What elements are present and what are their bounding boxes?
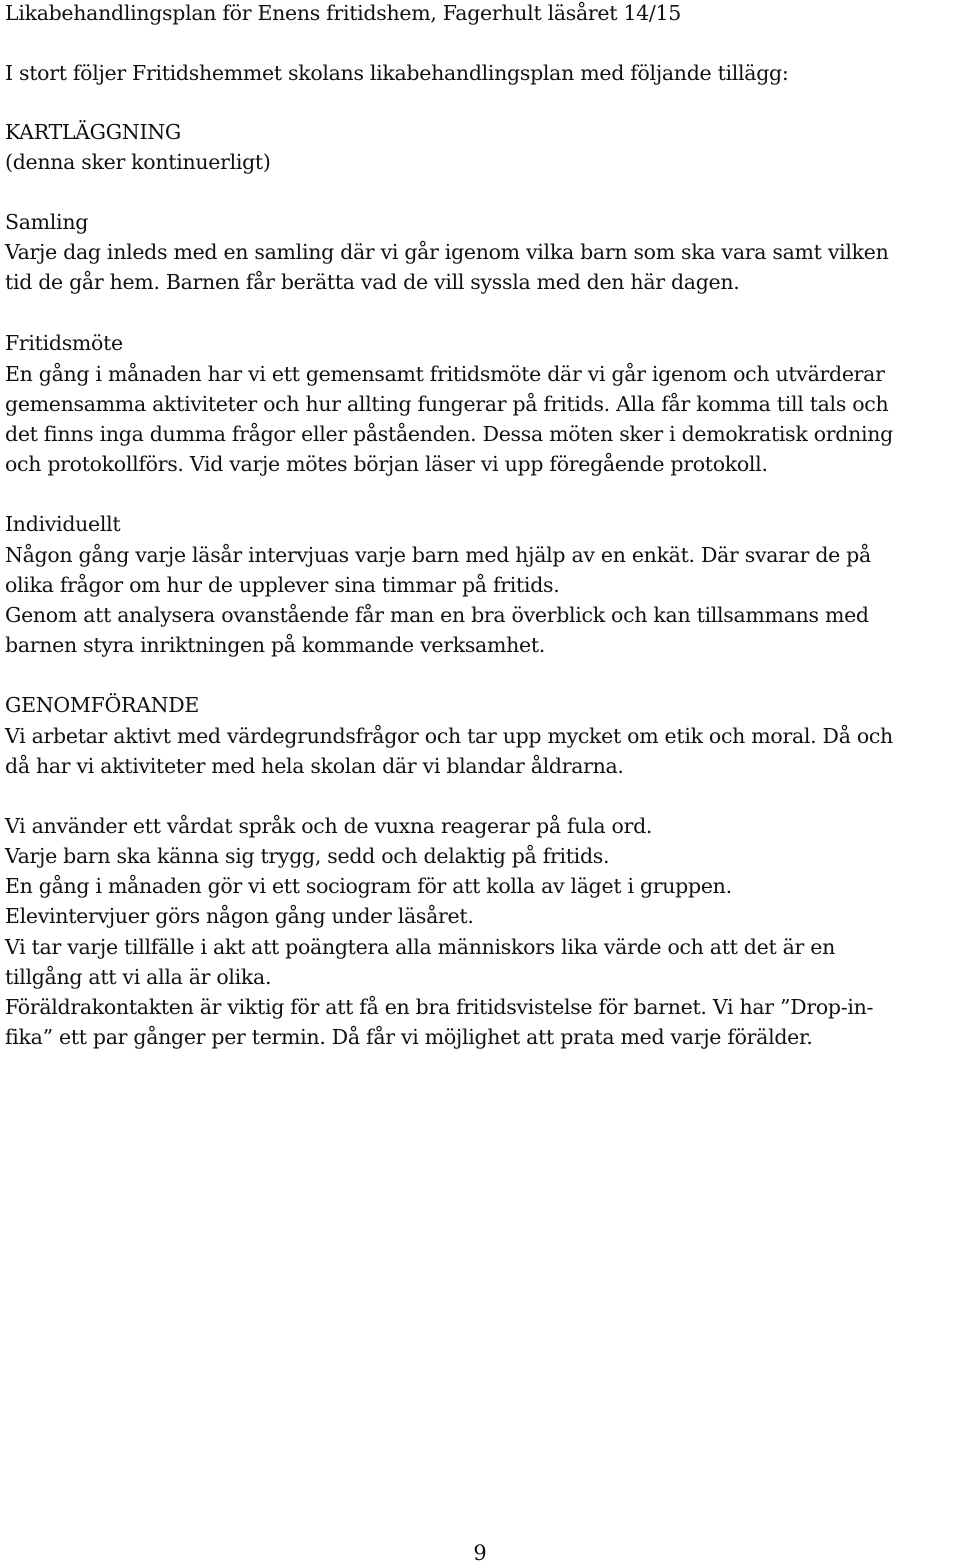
fritidsmote-line: gemensamma aktiviteter och hur allting fungerar på fritids. Alla får komma till tals och xyxy=(5,392,889,416)
fritidsmote-line: En gång i månaden har vi ett gemensamt fritidsmöte där vi går igenom och utvärderar xyxy=(5,362,885,386)
fritidsmote-line: det finns inga dumma frågor eller påståenden. Dessa möten sker i demokratisk ordning xyxy=(5,422,893,446)
individuellt-heading: Individuellt xyxy=(5,512,121,536)
genomforande-line: då har vi aktiviteter med hela skolan där vi blandar åldrarna. xyxy=(5,754,624,778)
document-title: Likabehandlingsplan för Enens fritidshem, Fagerhult läsåret 14/15 xyxy=(5,1,681,25)
samling-heading: Samling xyxy=(5,210,89,234)
individuellt-line: olika frågor om hur de upplever sina timmar på fritids. xyxy=(5,573,560,597)
genomforande-list-item: Vi använder ett vårdat språk och de vuxna reagerar på fula ord. xyxy=(5,814,653,838)
samling-line: Varje dag inleds med en samling där vi går igenom vilka barn som ska vara samt vilken xyxy=(5,240,889,264)
genomforande-list-item: En gång i månaden gör vi ett sociogram för att kolla av läget i gruppen. xyxy=(5,874,732,898)
samling-line: tid de går hem. Barnen får berätta vad de vill syssla med den här dagen. xyxy=(5,270,740,294)
individuellt-line: barnen styra inriktningen på kommande verksamhet. xyxy=(5,633,545,657)
genomforande-heading: GENOMFÖRANDE xyxy=(5,693,200,717)
genomforande-line: Vi arbetar aktivt med värdegrundsfrågor och tar upp mycket om etik och moral. Då och xyxy=(5,724,893,748)
genomforande-list-item: Varje barn ska känna sig trygg, sedd och delaktig på fritids. xyxy=(5,844,610,868)
kartlaggning-note: (denna sker kontinuerligt) xyxy=(5,150,271,174)
genomforande-list-item: fika” ett par gånger per termin. Då får vi möjlighet att prata med varje förälder. xyxy=(5,1025,813,1049)
genomforande-list-item: Föräldrakontakten är viktig för att få en bra fritidsvistelse för barnet. Vi har ”Drop-in- xyxy=(5,995,874,1019)
kartlaggning-heading: KARTLÄGGNING xyxy=(5,120,181,144)
fritidsmote-line: och protokollförs. Vid varje mötes början läser vi upp föregående protokoll. xyxy=(5,452,768,476)
genomforande-list-item: Elevintervjuer görs någon gång under läsåret. xyxy=(5,904,474,928)
page-number: 9 xyxy=(473,1541,487,1565)
genomforande-list-item: Vi tar varje tillfälle i akt att poängtera alla människors lika värde och att det är en xyxy=(5,935,835,959)
fritidsmote-heading: Fritidsmöte xyxy=(5,331,123,355)
intro-text: I stort följer Fritidshemmet skolans likabehandlingsplan med följande tillägg: xyxy=(5,61,789,85)
individuellt-line: Genom att analysera ovanstående får man en bra överblick och kan tillsammans med xyxy=(5,603,869,627)
genomforande-list-item: tillgång att vi alla är olika. xyxy=(5,965,272,989)
individuellt-line: Någon gång varje läsår intervjuas varje barn med hjälp av en enkät. Där svarar de på xyxy=(5,543,871,567)
